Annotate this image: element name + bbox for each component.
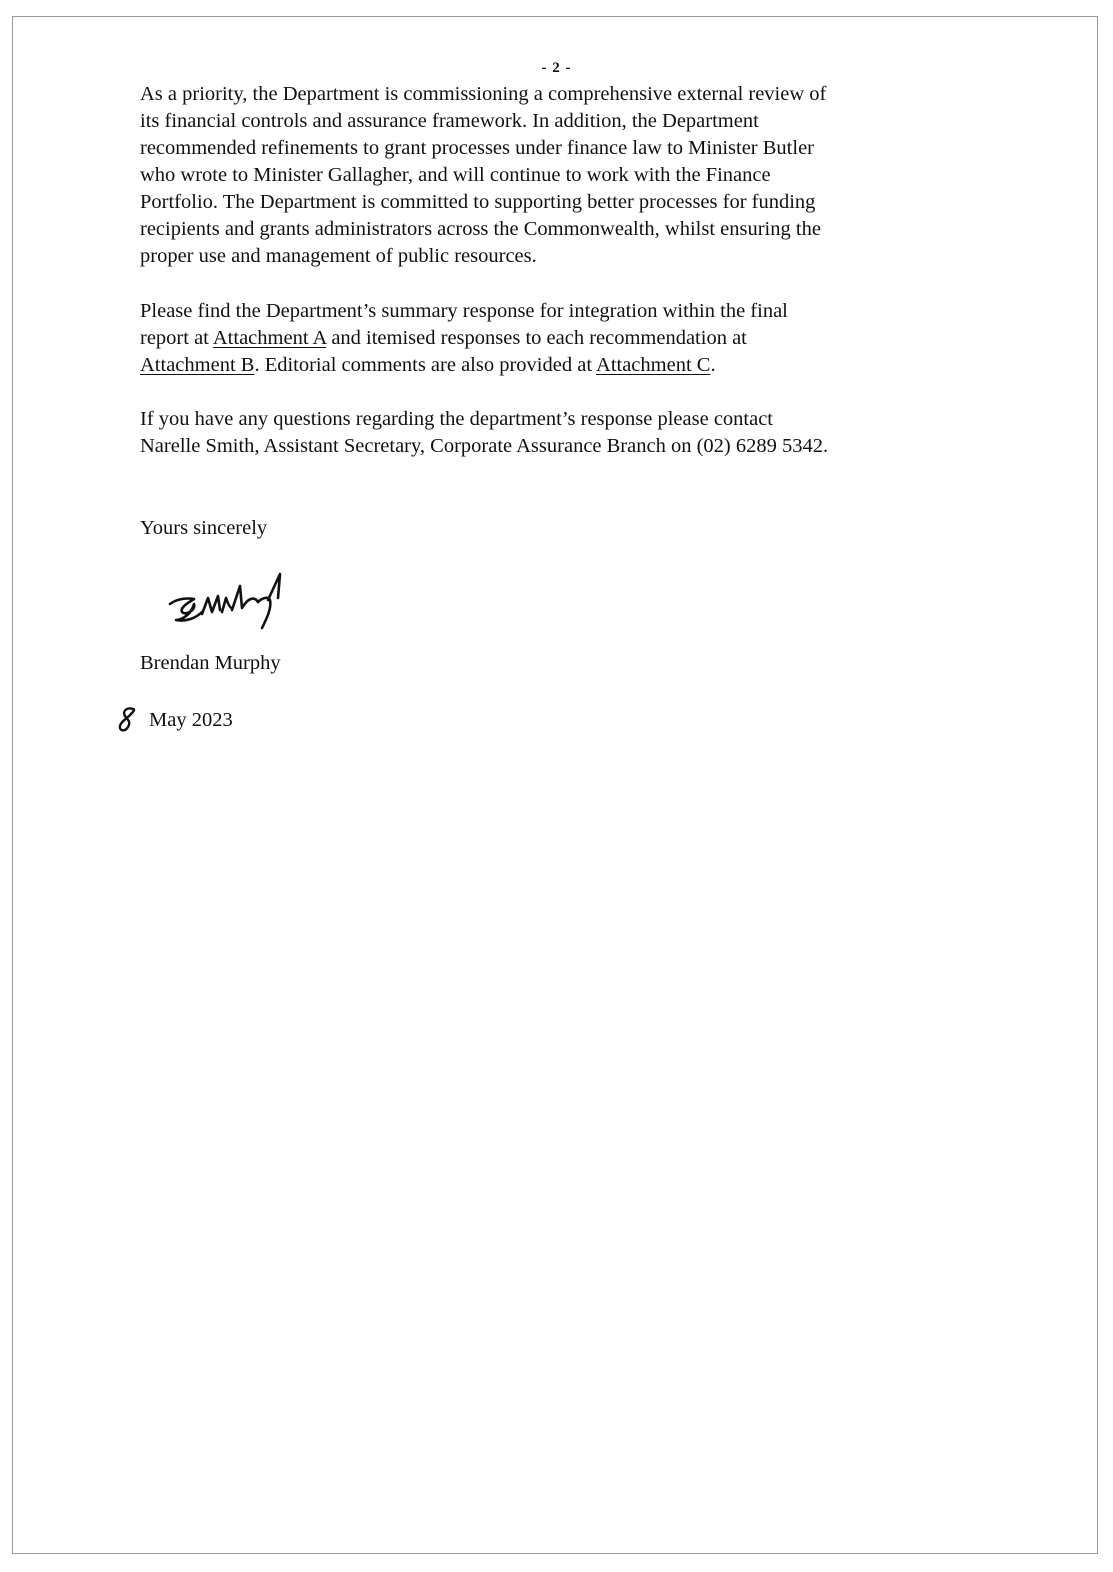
text-fragment: report at bbox=[140, 327, 213, 349]
paragraph-line bbox=[140, 325, 970, 352]
paragraph-line: If you have any questions regarding the department’s response please contact bbox=[140, 408, 774, 430]
attachment-b-reference: Attachment B bbox=[140, 354, 255, 376]
closing-salutation: Yours sincerely bbox=[140, 517, 268, 539]
paragraph-line: As a priority, the Department is commissioning a comprehensive external review of bbox=[140, 83, 827, 105]
text-fragment: and itemised responses to each recommendation at bbox=[326, 327, 747, 349]
paragraph-review bbox=[140, 81, 970, 270]
paragraph-line: its financial controls and assurance framework. In addition, the Department bbox=[140, 110, 759, 132]
handwritten-day-icon bbox=[117, 705, 139, 735]
paragraph-attachments bbox=[140, 298, 970, 379]
paragraph-line: Narelle Smith, Assistant Secretary, Corporate Assurance Branch on (02) 6289 5342. bbox=[140, 435, 829, 457]
paragraph-line: recipients and grants administrators across the Commonwealth, whilst ensuring the bbox=[140, 218, 821, 240]
signature-date bbox=[117, 704, 233, 736]
paragraph-line: Portfolio. The Department is committed to supporting better processes for funding bbox=[140, 191, 816, 213]
page-number: - 2 - bbox=[541, 60, 572, 76]
handwritten-signature-icon bbox=[162, 568, 302, 640]
text-fragment: . bbox=[710, 354, 716, 376]
attachment-a-reference: Attachment A bbox=[212, 327, 327, 349]
date-month-year: May 2023 bbox=[149, 708, 233, 731]
paragraph-line: Please find the Department’s summary response for integration within the final bbox=[140, 300, 788, 322]
attachment-c-reference: Attachment C bbox=[596, 354, 711, 376]
text-fragment: . Editorial comments are also provided at bbox=[254, 354, 597, 376]
paragraph-line: who wrote to Minister Gallagher, and will continue to work with the Finance bbox=[140, 164, 771, 186]
paragraph-contact bbox=[140, 406, 970, 460]
paragraph-line: proper use and management of public resources. bbox=[140, 245, 537, 267]
paragraph-line: recommended refinements to grant processes under finance law to Minister Butler bbox=[140, 137, 814, 159]
paragraph-line bbox=[140, 352, 970, 379]
signer-name: Brendan Murphy bbox=[140, 652, 281, 674]
